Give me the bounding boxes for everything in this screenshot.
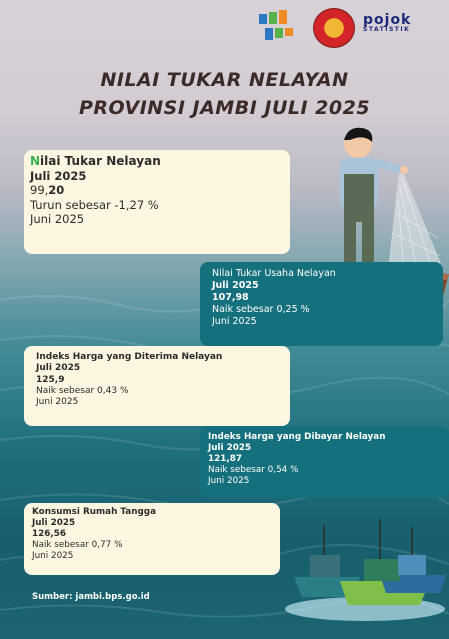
title-line-2: PROVINSI JAMBI JULI 2025 xyxy=(78,97,371,119)
page-title xyxy=(0,66,449,122)
card-period: Juli 2025 xyxy=(208,442,252,453)
card-label: Indeks Harga yang Dibayar Nelayan xyxy=(208,432,386,442)
pojok-logo-text: pojok xyxy=(363,12,412,28)
card-value: 99,20 xyxy=(30,183,65,198)
card-prev: Juni 2025 xyxy=(32,550,74,561)
fishing-boats-illustration-icon xyxy=(280,515,449,625)
card-konsumsi-rumah-tangga xyxy=(24,503,280,575)
card-nilai-tukar-usaha-nelayan xyxy=(200,262,443,346)
logo-bar xyxy=(255,6,435,46)
card-period: Juli 2025 xyxy=(36,363,81,374)
card-label: Konsumsi Rumah Tangga xyxy=(32,507,157,517)
card-change: Naik sebesar 0,43 % xyxy=(36,385,129,396)
statistik-logo-text: STATISTIK xyxy=(363,26,411,33)
card-label: Indeks Harga yang Diterima Nelayan xyxy=(36,352,223,362)
pojok-statistik-logo xyxy=(363,12,435,33)
card-value: 125,9 xyxy=(36,374,65,385)
card-value: 121,87 xyxy=(208,453,242,464)
card-label: Nilai Tukar Nelayan xyxy=(30,154,161,168)
card-period: Juli 2025 xyxy=(30,169,87,183)
card-nilai-tukar-nelayan xyxy=(24,150,290,254)
card-indeks-harga-dibayar xyxy=(200,426,449,498)
card-prev: Juni 2025 xyxy=(36,397,79,407)
card-prev: Juni 2025 xyxy=(208,475,250,486)
card-prev: Juni 2025 xyxy=(212,315,257,327)
card-period: Juli 2025 xyxy=(32,517,76,528)
card-change: Turun sebesar -1,27 % xyxy=(30,197,159,212)
card-indeks-harga-diterima xyxy=(24,346,290,426)
title-line-1: NILAI TUKAR NELAYAN xyxy=(100,69,349,91)
card-value: 107,98 xyxy=(212,291,249,303)
card-change: Naik sebesar 0,77 % xyxy=(32,539,123,550)
card-period: Juli 2025 xyxy=(212,279,259,291)
card-label: Nilai Tukar Usaha Nelayan xyxy=(212,268,336,279)
source-note: Sumber: jambi.bps.go.id xyxy=(32,592,150,602)
card-prev: Juni 2025 xyxy=(30,212,85,227)
jambi-seal-icon xyxy=(313,8,355,48)
card-value: 126,56 xyxy=(32,528,66,539)
card-change: Naik sebesar 0,54 % xyxy=(208,464,299,475)
card-change: Naik sebesar 0,25 % xyxy=(212,303,310,315)
bps-logo-icon xyxy=(255,10,299,44)
